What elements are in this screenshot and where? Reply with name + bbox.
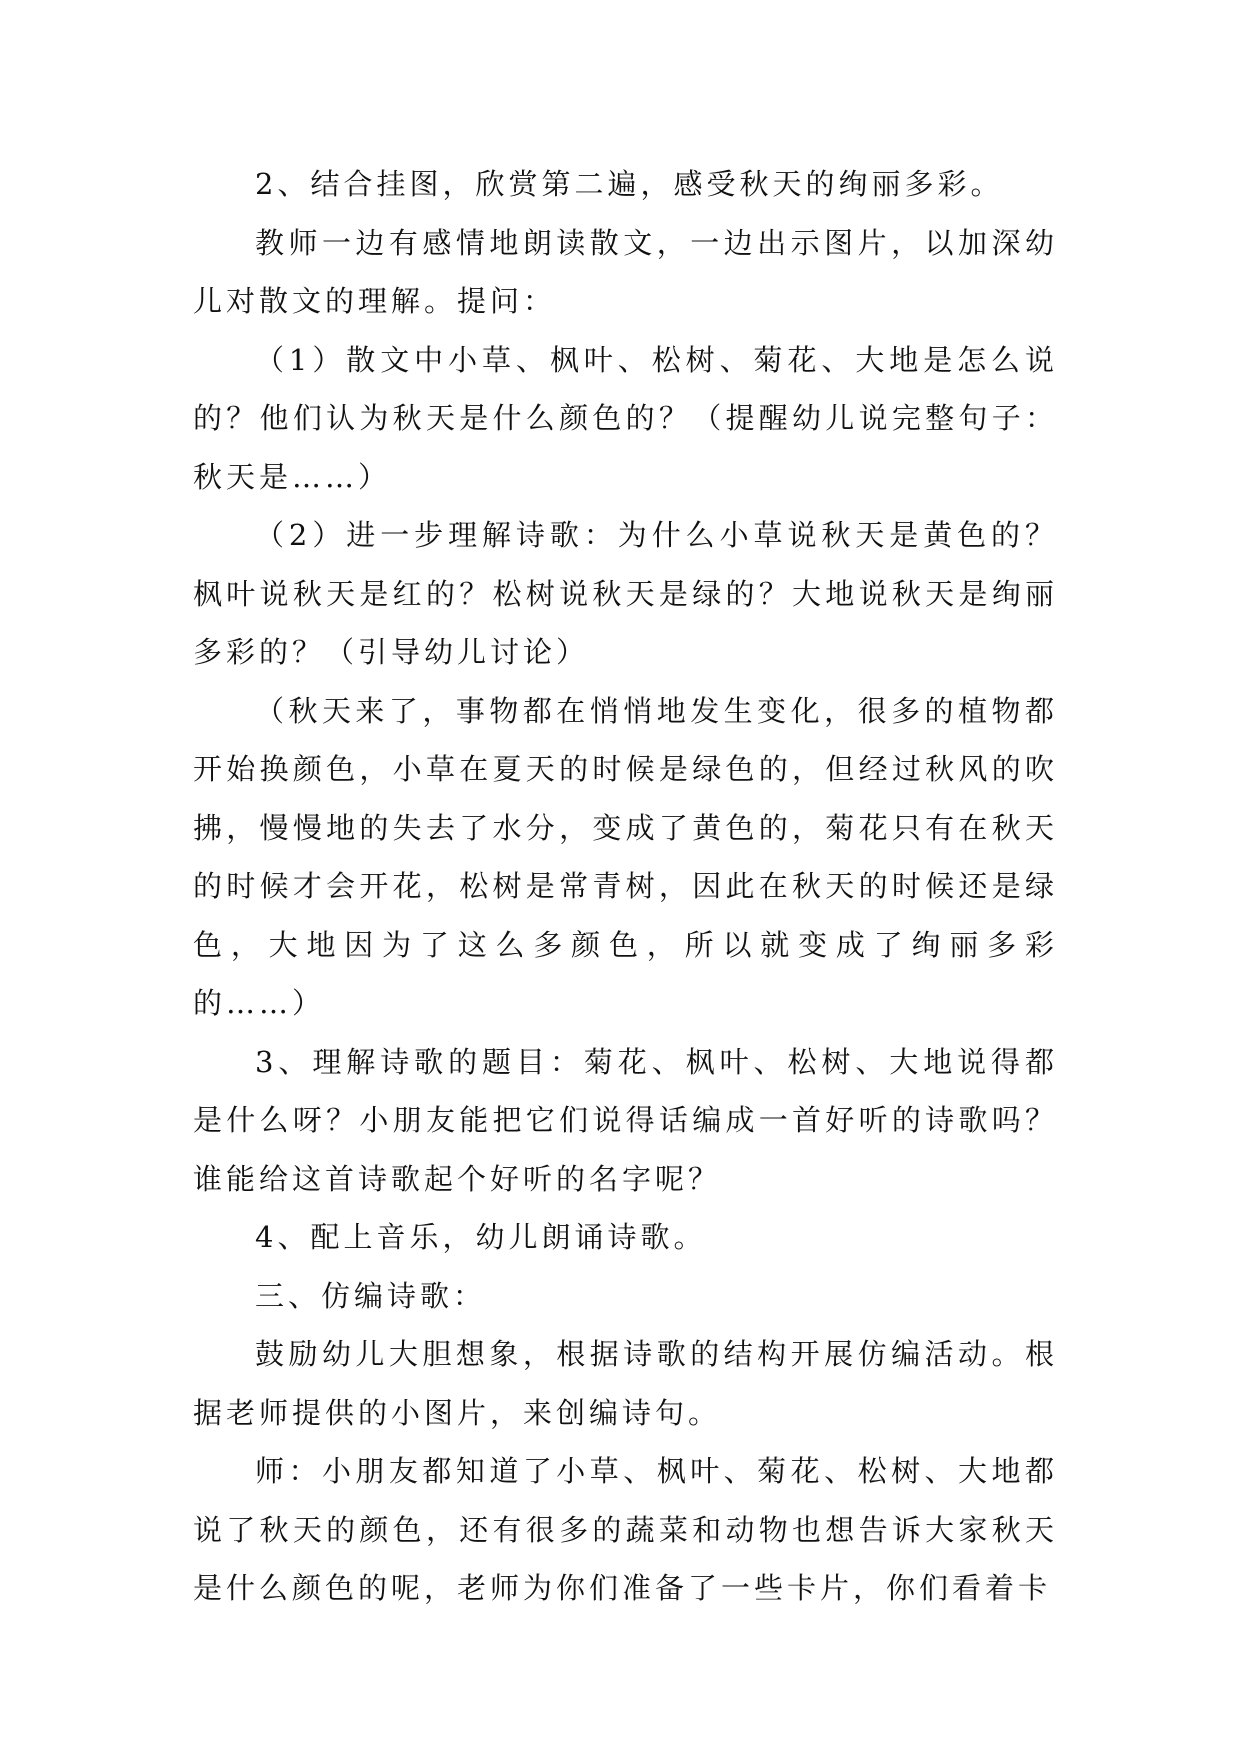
paragraph-encourage: 鼓励幼儿大胆想象，根据诗歌的结构开展仿编活动。根据老师提供的小图片，来创编诗句。 <box>193 1337 1058 1430</box>
paragraph-step-2: 2、结合挂图，欣赏第二遍，感受秋天的绚丽多彩。 <box>255 167 1004 201</box>
paragraph-step-3: 3、理解诗歌的题目：菊花、枫叶、松树、大地说得都是什么呀？小朋友能把它们说得话编成一首好听的诗歌吗？谁能给这首诗歌起个好听的名字呢？ <box>193 1044 1058 1196</box>
paragraph-step-4: 4、配上音乐，幼儿朗诵诗歌。 <box>255 1220 707 1254</box>
paragraph-explanation: （秋天来了，事物都在悄悄地发生变化，很多的植物都开始换颜色，小草在夏天的时候是绿色的，但经过秋风的吹拂，慢慢地的失去了水分，变成了黄色的，菊花只有在秋天的时候才会开花，松树是常青树，因此在秋天的时候还是绿色，大地因为了这么多颜色，所以就变成了绚丽多彩的……） <box>193 693 1058 1020</box>
paragraph-teacher-speech: 师：小朋友都知道了小草、枫叶、菊花、松树、大地都说了秋天的颜色，还有很多的蔬菜和动物也想告诉大家秋天是什么颜色的呢，老师为你们准备了一些卡片，你们看着卡 <box>193 1454 1058 1605</box>
section-heading-imitation: 三、仿编诗歌： <box>255 1278 487 1313</box>
paragraph-question-1: （1）散文中小草、枫叶、松树、菊花、大地是怎么说的？他们认为秋天是什么颜色的？（提醒幼儿说完整句子：秋天是……） <box>193 342 1058 494</box>
document-body <box>193 155 1058 1618</box>
paragraph-question-2: （2）进一步理解诗歌：为什么小草说秋天是黄色的？枫叶说秋天是红的？松树说秋天是绿的？大地说秋天是绚丽多彩的？（引导幼儿讨论） <box>193 518 1058 669</box>
paragraph-teacher-reading: 教师一边有感情地朗读散文，一边出示图片，以加深幼儿对散文的理解。提问： <box>193 225 1058 318</box>
